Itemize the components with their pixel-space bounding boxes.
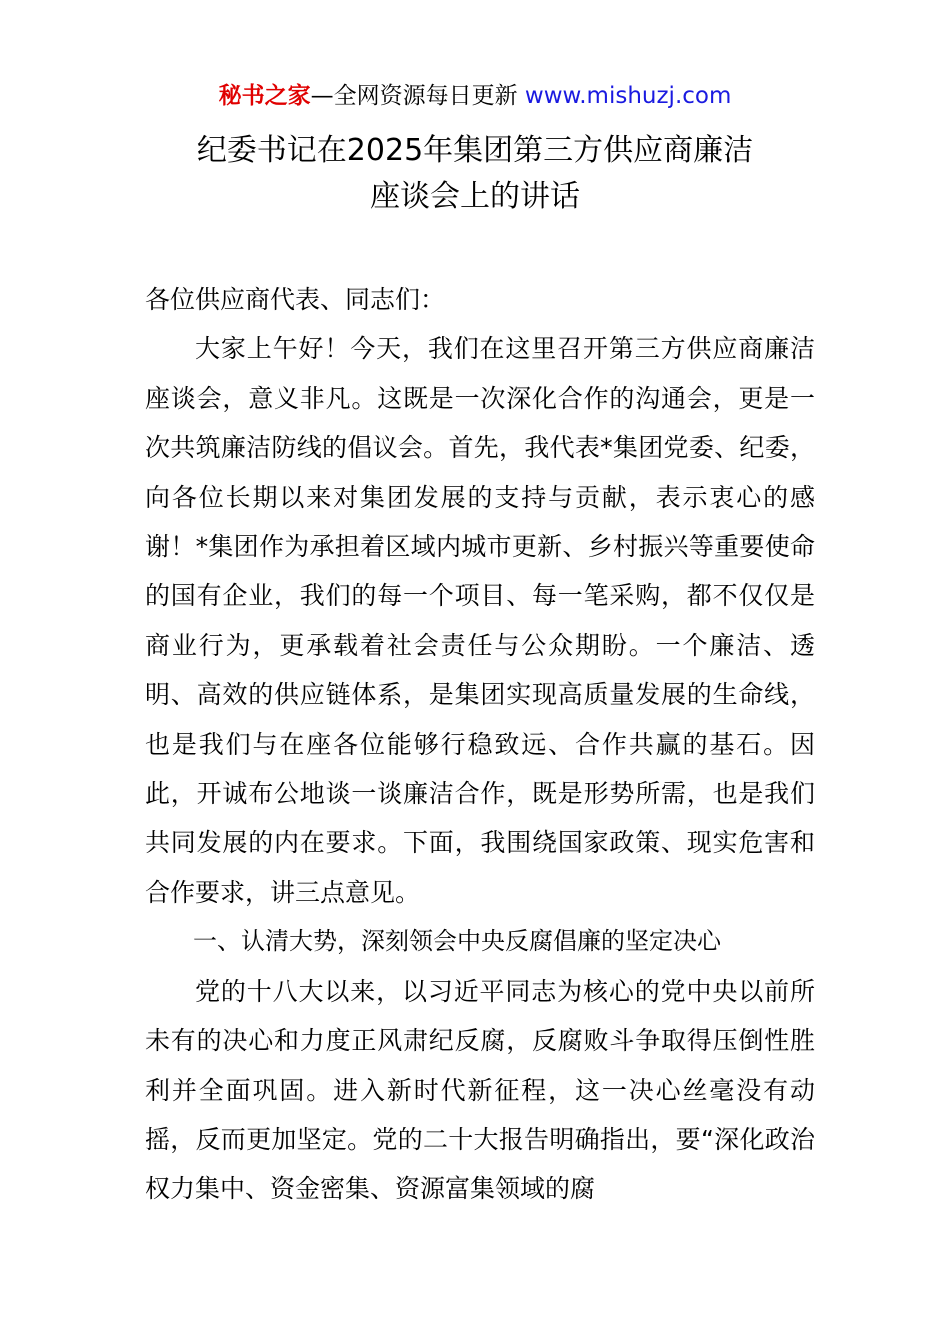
document-body (145, 275, 815, 1214)
section-heading-1: 一、认清大势，深刻领会中央反腐倡廉的坚定决心 (193, 927, 721, 956)
salutation: 各位供应商代表、同志们： (145, 285, 446, 314)
site-url-link[interactable]: www.mishuzj.com (524, 83, 732, 109)
header-tagline: —全网资源每日更新 (310, 83, 525, 109)
site-header (0, 80, 950, 112)
opening-paragraph: 大家上午好！今天，我们在这里召开第三方供应商廉洁座谈会，意义非凡。这既是一次深化合作的沟通会，更是一次共筑廉洁防线的倡议会。首先，我代表*集团党委、纪委，向各位长期以来对集团发展的支持与贡献，表示衷心的感谢！*集团作为承担着区域内城市更新、乡村振兴等重要使命的国有企业，我们的每一个项目、每一笔采购，都不仅仅是商业行为，更承载着社会责任与公众期盼。一个廉洁、透明、高效的供应链体系，是集团实现高质量发展的生命线，也是我们与在座各位能够行稳致远、合作共赢的基石。因此，开诚布公地谈一谈廉洁合作，既是形势所需，也是我们共同发展的内在要求。下面，我围绕国家政策、现实危害和合作要求，讲三点意见。 (145, 334, 815, 907)
document-title (0, 128, 950, 220)
title-line-1: 纪委书记在2025年集团第三方供应商廉洁 (196, 133, 754, 168)
title-line-2: 座谈会上的讲话 (370, 179, 580, 214)
section-1-paragraph: 党的十八大以来，以习近平同志为核心的党中央以前所未有的决心和力度正风肃纪反腐，反腐败斗争取得压倒性胜利并全面巩固。进入新时代新征程，这一决心丝毫没有动摇，反而更加坚定。党的二十大报告明确指出，要“深化政治权力集中、资金密集、资源富集领域的腐 (145, 976, 815, 1204)
brand-name: 秘书之家 (218, 83, 311, 109)
